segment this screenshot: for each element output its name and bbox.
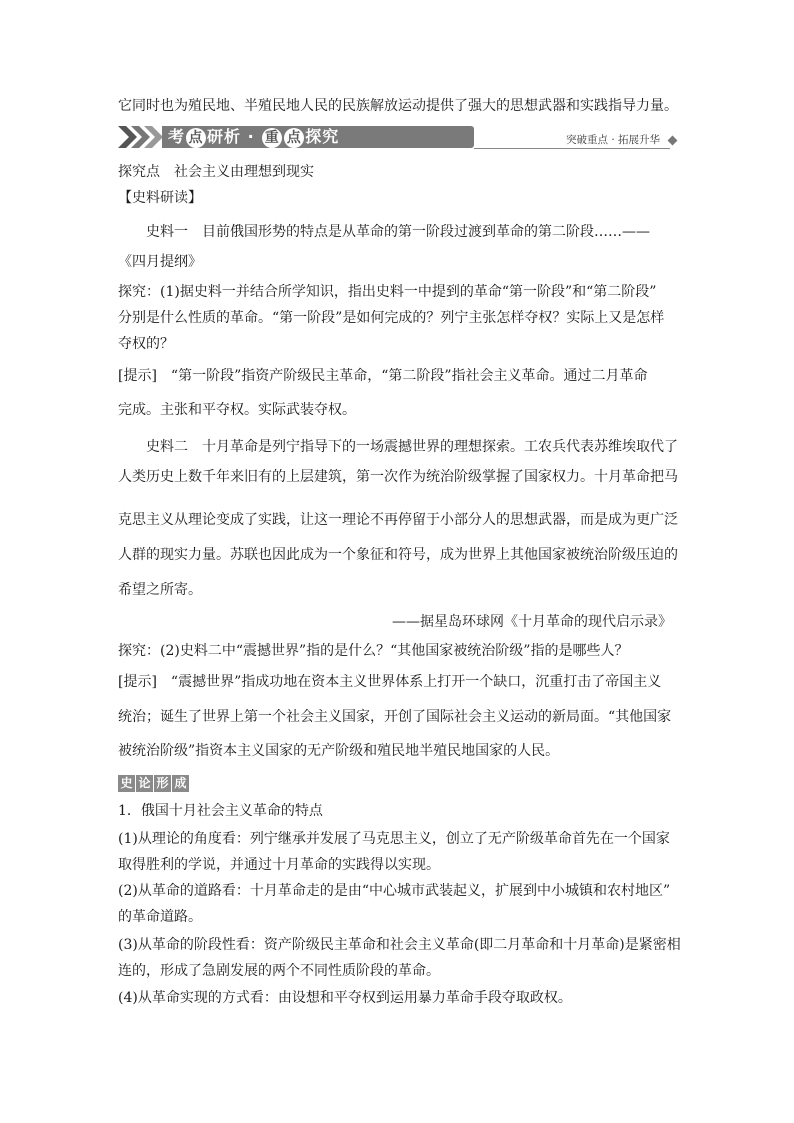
summary-point: (3)从革命的阶段性看：资产阶级民主革命和社会主义革命(即二月革命和十月革命)是紧密相 <box>118 937 681 953</box>
material1-line: 《四月提纲》 <box>118 254 202 270</box>
question1-line: 夺权的？ <box>118 336 174 352</box>
banner-title-part: 考 <box>168 127 186 146</box>
banner-title-circle: 点 <box>186 128 206 148</box>
tag-char: 形 <box>154 775 171 792</box>
question1-line: 分别是什么性质的革命。“第一阶段”是如何完成的？列宁主张怎样夺权？实际上又是怎样 <box>118 310 665 326</box>
material2-line: 希望之所寄。 <box>118 582 202 598</box>
section-subheading: 【史料研读】 <box>118 190 202 206</box>
summary-point: (4)从革命实现的方式看：由设想和平夺权到运用暴力革命手段夺取政权。 <box>118 990 572 1006</box>
summary-point: 连的，形成了急剧发展的两个不同性质阶段的革命。 <box>118 963 440 979</box>
chevron-arrows-icon <box>118 126 162 148</box>
question1-line: 探究：(1)据史料一并结合所学知识，指出史料一中提到的革命“第一阶段”和“第二阶段” <box>118 284 657 300</box>
banner-title <box>168 125 339 149</box>
hint2-line: 被统治阶级”指资本主义国家的无产阶级和殖民地半殖民地国家的人民。 <box>118 743 560 759</box>
hint1-line: [提示] “第一阶段”指资产阶级民主革命，“第二阶段”指社会主义革命。通过二月革命 <box>118 368 648 384</box>
material2-line: 史料二 十月革命是列宁指导下的一场震撼世界的理想探索。工农兵代表苏维埃取代了 <box>146 439 678 455</box>
hint2-line: [提示] “震撼世界”指成功地在资本主义世界体系上打开一个缺口，沉重打击了帝国主义 <box>118 674 662 690</box>
summary-point: (1)从理论的角度看：列宁继承并发展了马克思主义，创立了无产阶级革命首先在一个国家 <box>118 831 670 847</box>
summary-point: 的革命道路。 <box>118 909 202 925</box>
material2-line: 克思主义从理论变成了实践，让这一理论不再停留于小部分人的思想武器，而是成为更广泛 <box>118 512 678 528</box>
material2-line: 人类历史上数千年来旧有的上层建筑，第一次作为统治阶级掌握了国家权力。十月革命把马 <box>118 469 678 485</box>
banner-title-part: 研析 · <box>207 127 262 146</box>
tag-char: 论 <box>136 775 153 792</box>
banner-right-text: 突破重点 · 拓展升华 <box>565 134 660 146</box>
hint1-line: 完成。主张和平夺权。实际武装夺权。 <box>118 402 356 418</box>
tag-char: 成 <box>172 775 189 792</box>
question2-line: 探究：(2)史料二中“震撼世界”指的是什么？“其他国家被统治阶级”指的是哪些人？ <box>118 643 629 659</box>
hint2-line: 统治；诞生了世界上第一个社会主义国家，开创了国际社会主义运动的新局面。“其他国家 <box>118 709 672 725</box>
diamond-icon <box>668 136 678 146</box>
section-heading: 探究点 社会主义由理想到现实 <box>118 164 314 180</box>
tag-char: 史 <box>118 775 135 792</box>
history-theory-tag <box>118 775 189 793</box>
banner-title-circle: 重 <box>262 128 282 148</box>
material2-line: 人群的现实力量。苏联也因此成为一个象征和符号，成为世界上其他国家被统治阶级压迫的 <box>118 547 678 563</box>
banner-title-circle: 点 <box>284 128 304 148</box>
banner-title-part: 探究 <box>305 127 340 146</box>
summary-point: 取得胜利的学说，并通过十月革命的实践得以实现。 <box>118 857 440 873</box>
summary-point: (2)从革命的道路看：十月革命走的是由“中心城市武装起义，扩展到中小城镇和农村地区” <box>118 883 671 899</box>
section-banner <box>118 124 678 150</box>
intro-line: 它同时也为殖民地、半殖民地人民的民族解放运动提供了强大的思想武器和实践指导力量。 <box>118 98 678 114</box>
material1-line: 史料一 目前俄国形势的特点是从革命的第一阶段过渡到革命的第二阶段……—— <box>146 224 650 240</box>
summary-title: 1．俄国十月社会主义革命的特点 <box>118 803 323 819</box>
material2-source: ——据星岛环球网《十月革命的现代启示录》 <box>392 614 672 630</box>
banner-rule <box>474 148 670 149</box>
